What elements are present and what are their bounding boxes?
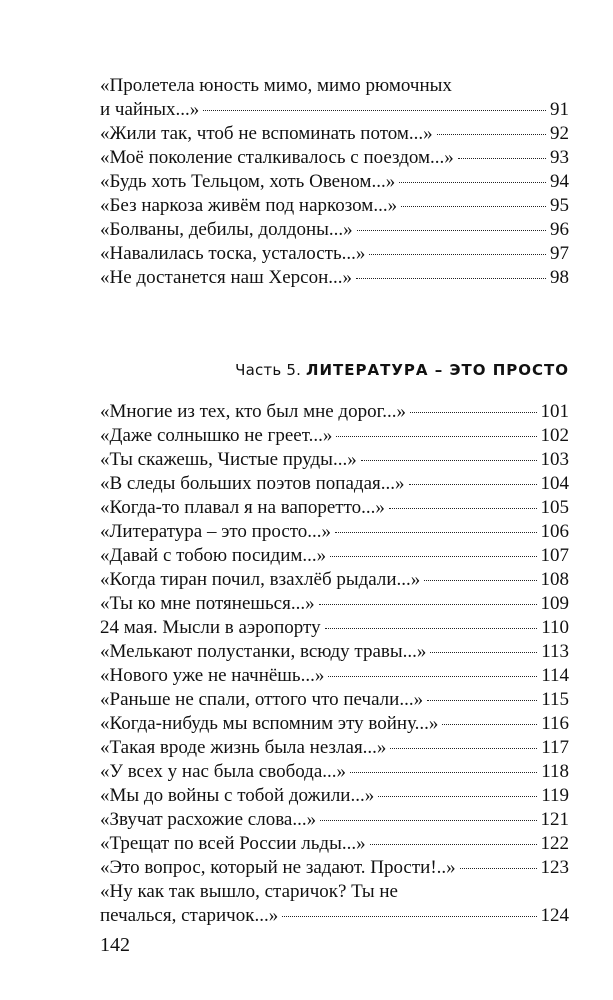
- toc-entry-page-number: 107: [540, 545, 569, 566]
- dot-leader: [328, 676, 537, 677]
- toc-entry-title: «Такая вроде жизнь была незлая...»: [100, 737, 387, 758]
- toc-section-1: [100, 74, 569, 290]
- toc-entry-row: [100, 496, 569, 520]
- dot-leader: [401, 206, 546, 207]
- toc-entry-page-number: 102: [540, 425, 569, 446]
- toc-entry-row: [100, 664, 569, 688]
- toc-entry-title: «Болваны, дебилы, долдоны...»: [100, 219, 353, 240]
- dot-leader: [427, 700, 537, 701]
- toc-entry-page-number: 106: [540, 521, 569, 542]
- toc-entry-page-number: 121: [540, 809, 569, 830]
- toc-entry: [100, 472, 569, 496]
- dot-leader: [370, 844, 537, 845]
- toc-entry-page-number: 118: [541, 761, 569, 782]
- toc-entry: [100, 688, 569, 712]
- toc-entry-title: «Когда тиран почил, взахлёб рыдали...»: [100, 569, 421, 590]
- toc-entry: [100, 194, 569, 218]
- toc-entry-page-number: 95: [550, 195, 569, 216]
- toc-entry: [100, 400, 569, 424]
- toc-entry: [100, 568, 569, 592]
- toc-entry: [100, 640, 569, 664]
- toc-entry-row: [100, 736, 569, 760]
- toc-entry: [100, 592, 569, 616]
- toc-entry-page-number: 124: [540, 905, 569, 926]
- toc-entry-row: [100, 616, 569, 640]
- dot-leader: [356, 278, 546, 279]
- toc-entry-row: [100, 400, 569, 424]
- toc-entry-title: «Когда-то плавал я на вапоретто...»: [100, 497, 385, 518]
- toc-entry-page-number: 104: [540, 473, 569, 494]
- toc-entry-title: и чайных...»: [100, 99, 200, 120]
- toc-entry-title: «Раньше не спали, оттого что печали...»: [100, 689, 424, 710]
- toc-entry-title: «Литература – это просто...»: [100, 521, 332, 542]
- toc-entry-title: «У всех у нас была свобода...»: [100, 761, 347, 782]
- dot-leader: [203, 110, 546, 111]
- dot-leader: [357, 230, 546, 231]
- toc-entry-page-number: 91: [550, 99, 569, 120]
- toc-entry: [100, 856, 569, 880]
- dot-leader: [460, 868, 537, 869]
- toc-entry-title: «Даже солнышко не греет...»: [100, 425, 333, 446]
- toc-entry-title: «Это вопрос, который не задают. Прости!..»: [100, 857, 456, 878]
- toc-entry-title: «Не достанется наш Херсон...»: [100, 267, 352, 288]
- toc-entry-row: [100, 832, 569, 856]
- toc-entry-page-number: 114: [541, 665, 569, 686]
- toc-entry: [100, 448, 569, 472]
- part-heading: [235, 361, 569, 379]
- dot-leader: [442, 724, 537, 725]
- toc-entry: [100, 266, 569, 290]
- toc-entry-title: «Моё поколение сталкивалось с поездом...»: [100, 147, 454, 168]
- toc-entry-page-number: 119: [541, 785, 569, 806]
- toc-entry: [100, 784, 569, 808]
- dot-leader: [336, 436, 536, 437]
- dot-leader: [330, 556, 536, 557]
- toc-entry-title-line: «Пролетела юность мимо, мимо рюмочных: [100, 75, 452, 96]
- toc-entry: [100, 544, 569, 568]
- toc-entry: [100, 664, 569, 688]
- dot-leader: [458, 158, 546, 159]
- toc-entry-title: «Когда-нибудь мы вспомним эту войну...»: [100, 713, 439, 734]
- toc-entry-row: [100, 784, 569, 808]
- dot-leader: [282, 916, 536, 917]
- dot-leader: [437, 134, 546, 135]
- dot-leader: [399, 182, 546, 183]
- toc-entry-row: [100, 242, 569, 266]
- toc-entry-row: [100, 122, 569, 146]
- toc-entry-page-number: 109: [540, 593, 569, 614]
- toc-entry: [100, 170, 569, 194]
- toc-entry-title: «Мы до войны с тобой дожили...»: [100, 785, 375, 806]
- toc-entry-title: «Будь хоть Тельцом, хоть Овеном...»: [100, 171, 396, 192]
- toc-entry: [100, 880, 569, 928]
- dot-leader: [369, 254, 546, 255]
- dot-leader: [390, 748, 537, 749]
- toc-entry-page-number: 110: [541, 617, 569, 638]
- toc-entry: [100, 74, 569, 122]
- dot-leader: [325, 628, 538, 629]
- toc-entry-page-number: 122: [540, 833, 569, 854]
- toc-entry-row: [100, 424, 569, 448]
- toc-entry-page-number: 98: [550, 267, 569, 288]
- toc-entry-row: [100, 640, 569, 664]
- toc-entry: [100, 736, 569, 760]
- toc-entry-page-number: 123: [540, 857, 569, 878]
- toc-entry-page-number: 103: [540, 449, 569, 470]
- toc-entry-title: «Ты скажешь, Чистые пруды...»: [100, 449, 357, 470]
- toc-entry-row: [100, 520, 569, 544]
- dot-leader: [409, 484, 537, 485]
- toc-entry-row: [100, 544, 569, 568]
- toc-entry-title: 24 мая. Мысли в аэропорту: [100, 617, 321, 638]
- toc-entry-row: [100, 448, 569, 472]
- toc-entry-title: «Звучат расхожие слова...»: [100, 809, 317, 830]
- toc-entry-title: «В следы больших поэтов попадая...»: [100, 473, 405, 494]
- toc-section-2: [100, 400, 569, 928]
- toc-entry-title-line: «Ну как так вышло, старичок? Ты не: [100, 881, 398, 902]
- toc-entry-title: печалься, старичок...»: [100, 905, 279, 926]
- dot-leader: [389, 508, 537, 509]
- dot-leader: [424, 580, 536, 581]
- toc-entry-page-number: 116: [541, 713, 569, 734]
- toc-entry-title: «Давай с тобою посидим...»: [100, 545, 327, 566]
- part-heading-prefix: Часть 5.: [235, 361, 302, 379]
- toc-entry: [100, 122, 569, 146]
- toc-entry-page-number: 93: [550, 147, 569, 168]
- toc-entry: [100, 760, 569, 784]
- toc-entry-page-number: 113: [541, 641, 569, 662]
- part-heading-title: ЛИТЕРАТУРА – ЭТО ПРОСТО: [306, 361, 569, 379]
- toc-entry: [100, 146, 569, 170]
- toc-entry-row: [100, 146, 569, 170]
- toc-entry-title: «Навалилась тоска, усталость...»: [100, 243, 366, 264]
- toc-entry-title: «Многие из тех, кто был мне дорог...»: [100, 401, 407, 422]
- toc-entry-title: «Ты ко мне потянешься...»: [100, 593, 315, 614]
- toc-entry: [100, 218, 569, 242]
- toc-entry-row: [100, 904, 569, 928]
- toc-entry: [100, 808, 569, 832]
- toc-entry-title: «Мелькают полустанки, всюду травы...»: [100, 641, 427, 662]
- toc-entry-page-number: 94: [550, 171, 569, 192]
- toc-entry-row: [100, 218, 569, 242]
- toc-entry-row: [100, 592, 569, 616]
- dot-leader: [430, 652, 537, 653]
- toc-entry-page-number: 101: [540, 401, 569, 422]
- toc-entry-page-number: 115: [541, 689, 569, 710]
- toc-entry: [100, 712, 569, 736]
- toc-entry-page-number: 96: [550, 219, 569, 240]
- page-number: 142: [100, 934, 130, 956]
- toc-entry-row: [100, 760, 569, 784]
- dot-leader: [410, 412, 536, 413]
- dot-leader: [335, 532, 536, 533]
- toc-entry-page-number: 97: [550, 243, 569, 264]
- toc-entry: [100, 242, 569, 266]
- toc-entry-row: [100, 712, 569, 736]
- toc-entry: [100, 832, 569, 856]
- toc-entry-row: [100, 472, 569, 496]
- toc-entry-page-number: 92: [550, 123, 569, 144]
- dot-leader: [361, 460, 537, 461]
- dot-leader: [378, 796, 537, 797]
- toc-entry-title: «Жили так, чтоб не вспоминать потом...»: [100, 123, 433, 144]
- toc-entry-page-number: 108: [540, 569, 569, 590]
- toc-entry-row: [100, 194, 569, 218]
- dot-leader: [350, 772, 537, 773]
- toc-entry-row: [100, 808, 569, 832]
- toc-entry-row: [100, 688, 569, 712]
- dot-leader: [320, 820, 536, 821]
- toc-entry: [100, 616, 569, 640]
- toc-entry-row: [100, 170, 569, 194]
- toc-entry-page-number: 117: [541, 737, 569, 758]
- toc-entry: [100, 520, 569, 544]
- toc-entry-row: [100, 856, 569, 880]
- toc-entry: [100, 424, 569, 448]
- toc-entry-row: [100, 568, 569, 592]
- toc-entry-title: «Трещат по всей России льды...»: [100, 833, 366, 854]
- toc-entry-row: [100, 98, 569, 122]
- toc-entry-title: «Без наркоза живём под наркозом...»: [100, 195, 398, 216]
- toc-entry-page-number: 105: [540, 497, 569, 518]
- dot-leader: [319, 604, 537, 605]
- toc-entry-title: «Нового уже не начнёшь...»: [100, 665, 325, 686]
- toc-entry-row: [100, 266, 569, 290]
- toc-entry: [100, 496, 569, 520]
